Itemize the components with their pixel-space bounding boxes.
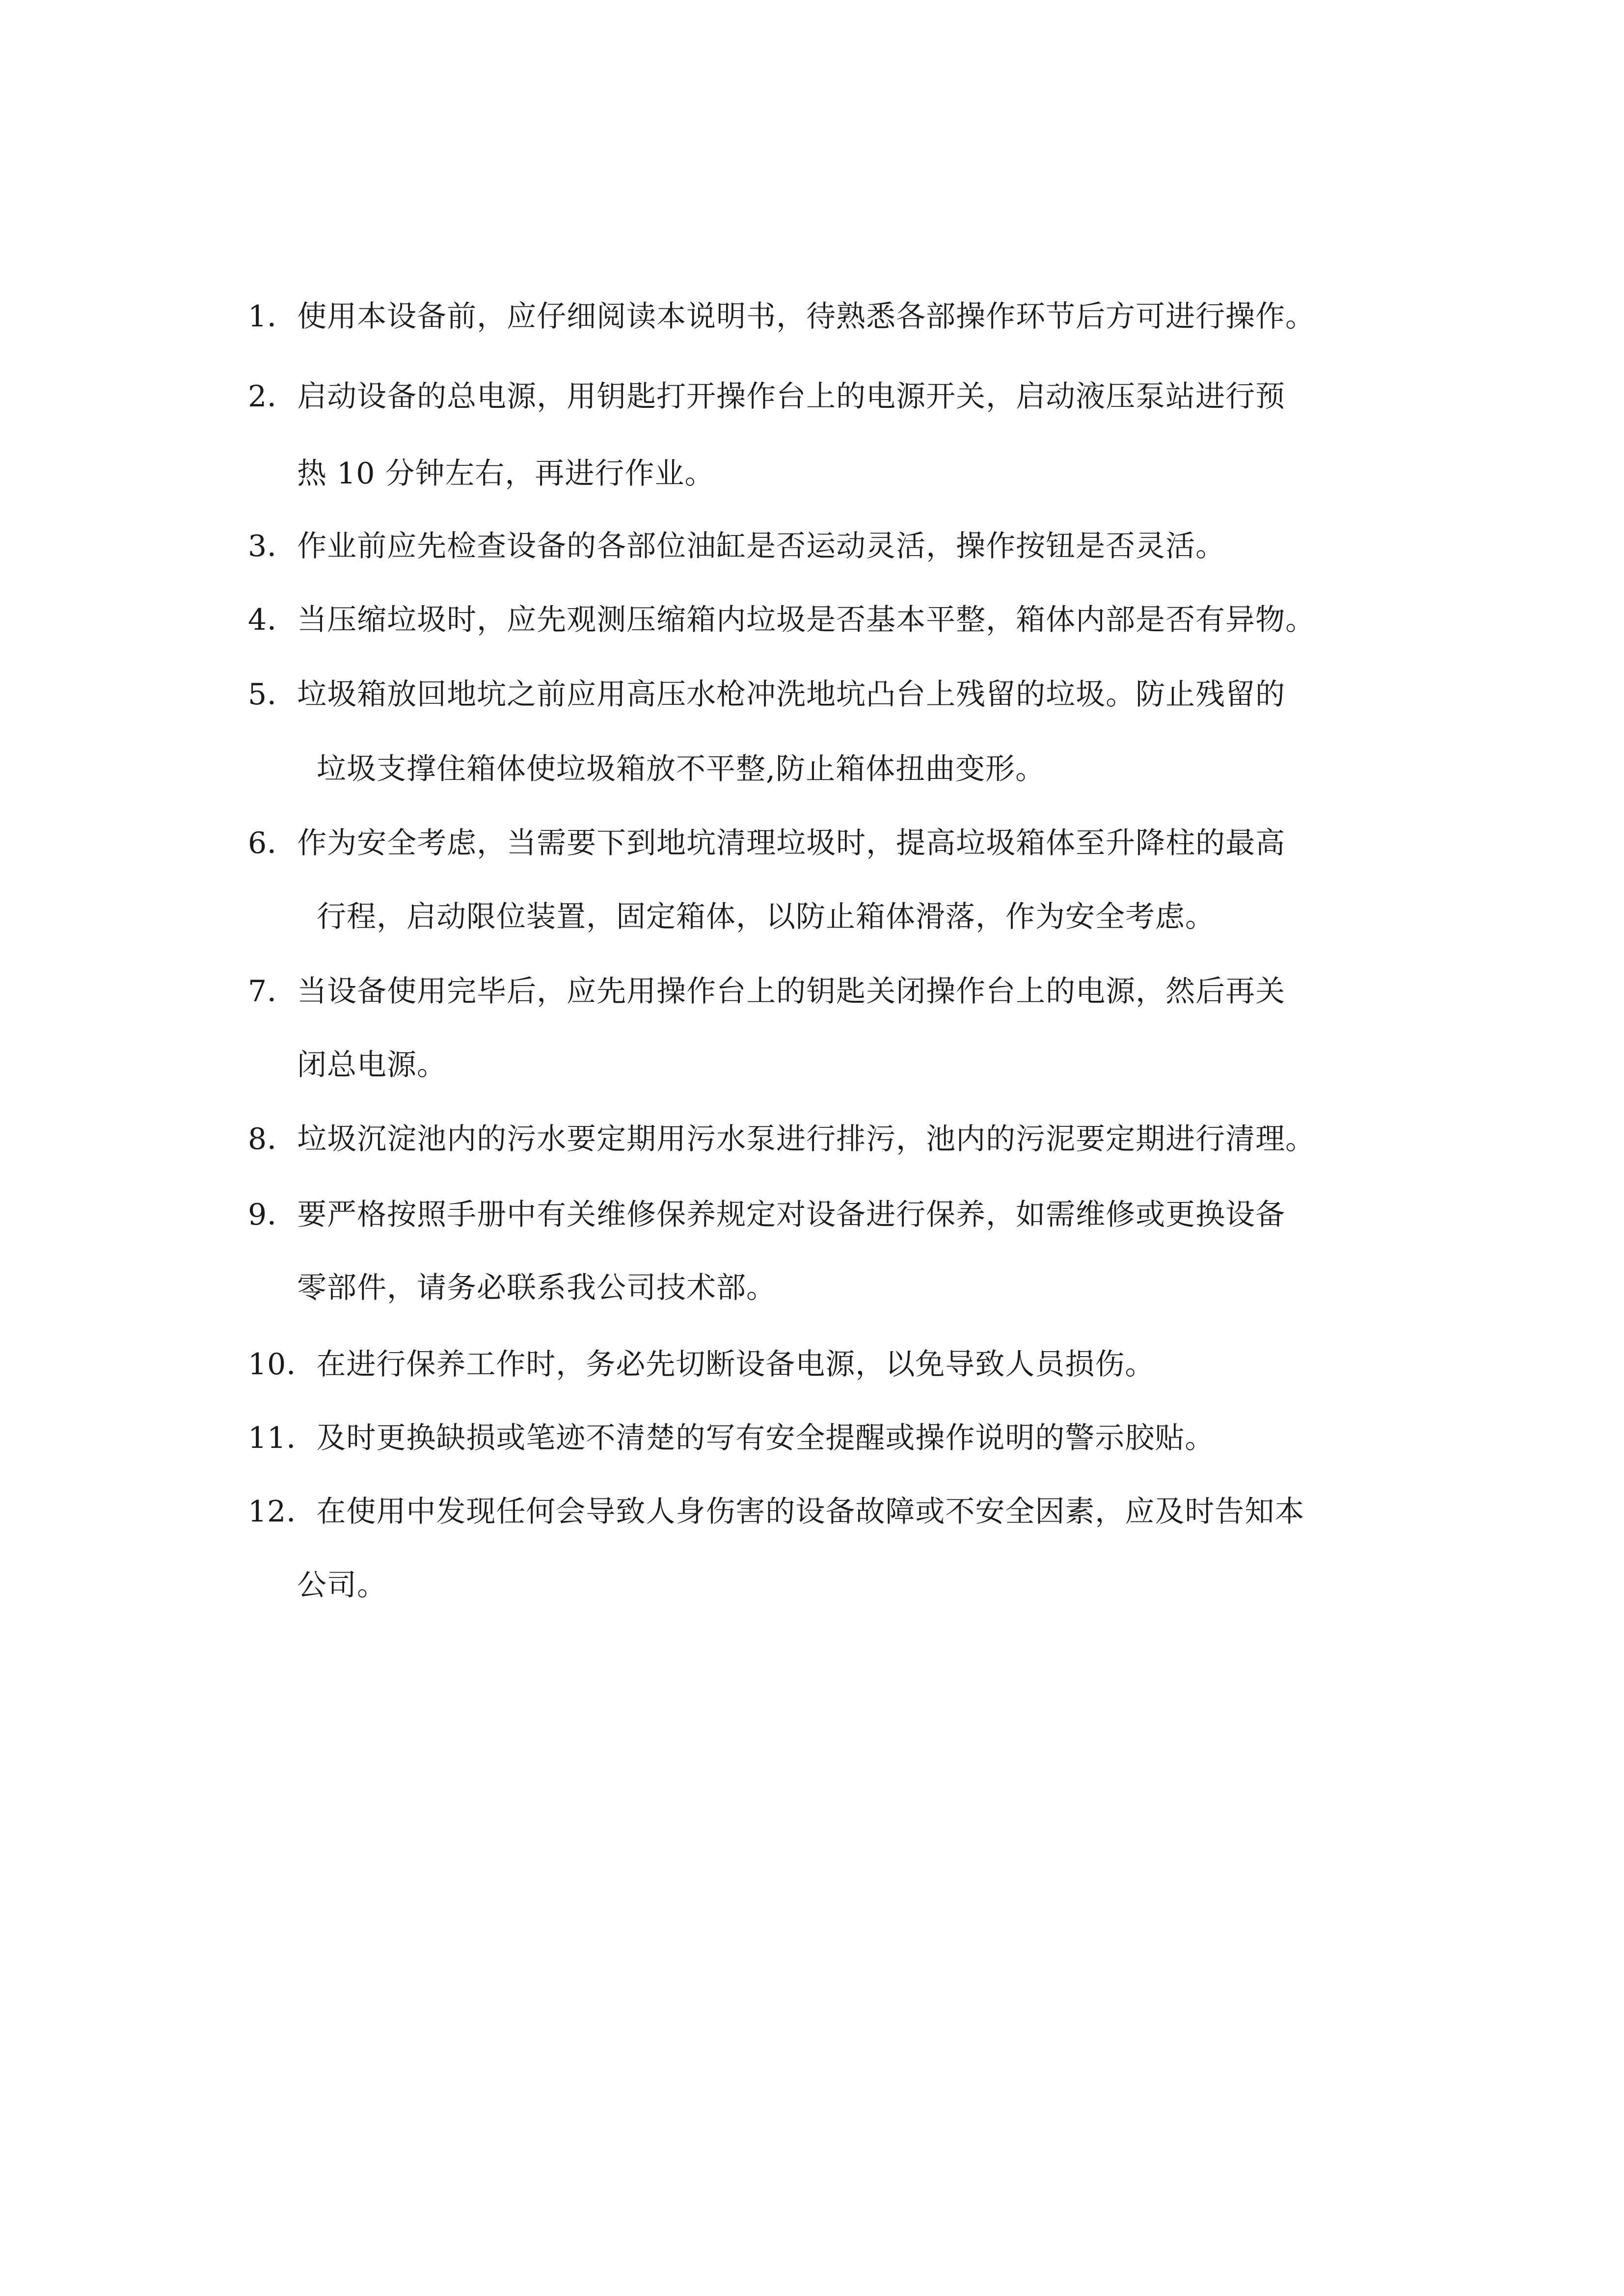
item-text: 当设备使用完毕后，应先用操作台上的钥匙关闭操作台上的电源，然后再关 — [297, 974, 1286, 1009]
item-text: 热 10 分钟左右，再进行作业。 — [297, 456, 715, 491]
list-item — [248, 828, 1285, 858]
item-text: 行程，启动限位装置，固定箱体，以防止箱体滑落，作为安全考虑。 — [317, 900, 1215, 934]
list-item — [248, 379, 1286, 414]
item-number: 9． — [248, 1198, 298, 1232]
list-item — [248, 1423, 1215, 1453]
item-text: 使用本设备前，应仔细阅读本说明书，待熟悉各部操作环节后方可进行操作。 — [297, 299, 1316, 334]
item-number: 6． — [248, 826, 298, 860]
item-text: 及时更换缺损或笔迹不清楚的写有安全提醒或操作说明的警示胶贴。 — [316, 1421, 1215, 1455]
item-text: 当压缩垃圾时，应先观测压缩箱内垃圾是否基本平整，箱体内部是否有异物。 — [297, 603, 1316, 637]
item-number: 7． — [248, 974, 298, 1009]
list-item — [248, 1198, 1286, 1232]
item-number: 11． — [248, 1421, 317, 1455]
item-number: 8． — [248, 1122, 298, 1156]
list-item-continuation — [297, 456, 715, 491]
item-text: 闭总电源。 — [297, 1048, 447, 1082]
item-text: 公司。 — [297, 1568, 387, 1602]
item-text: 在使用中发现任何会导致人身伤害的设备故障或不安全因素，应及时告知本 — [316, 1495, 1305, 1529]
item-number: 12． — [248, 1495, 317, 1529]
list-item-continuation — [297, 1273, 776, 1303]
item-number: 4． — [248, 603, 298, 637]
list-item — [248, 1347, 1155, 1382]
item-text: 零部件，请务必联系我公司技术部。 — [297, 1271, 776, 1305]
item-text: 垃圾支撑住箱体使垃圾箱放不平整,防止箱体扭曲变形。 — [317, 752, 1046, 786]
item-text: 作为安全考虑，当需要下到地坑清理垃圾时，提高垃圾箱体至升降柱的最高 — [297, 826, 1286, 860]
list-item — [248, 1124, 1315, 1154]
list-item — [248, 974, 1286, 1009]
list-item — [248, 529, 1226, 563]
item-text: 启动设备的总电源，用钥匙打开操作台上的电源开关，启动液压泵站进行预 — [297, 379, 1286, 414]
item-text: 作业前应先检查设备的各部位油缸是否运动灵活，操作按钮是否灵活。 — [297, 529, 1226, 563]
item-number: 10． — [248, 1347, 317, 1382]
list-item — [248, 299, 1316, 334]
list-item-continuation — [317, 754, 1045, 784]
list-item — [248, 1495, 1305, 1529]
item-number: 1． — [248, 299, 298, 334]
item-text: 垃圾箱放回地坑之前应用高压水枪冲洗地坑凸台上残留的垃圾。防止残留的 — [297, 677, 1286, 712]
item-number: 5． — [248, 677, 298, 712]
item-text: 垃圾沉淀池内的污水要定期用污水泵进行排污，池内的污泥要定期进行清理。 — [297, 1122, 1316, 1156]
list-item — [248, 605, 1315, 635]
item-text: 在进行保养工作时，务必先切断设备电源，以免导致人员损伤。 — [316, 1347, 1155, 1382]
list-item — [248, 677, 1286, 712]
item-number: 3． — [248, 529, 298, 563]
list-item-continuation — [297, 1568, 387, 1602]
item-number: 2． — [248, 379, 298, 414]
list-item-continuation — [297, 1050, 447, 1080]
item-text: 要严格按照手册中有关维修保养规定对设备进行保养，如需维修或更换设备 — [297, 1198, 1286, 1232]
list-item-continuation — [317, 902, 1215, 932]
